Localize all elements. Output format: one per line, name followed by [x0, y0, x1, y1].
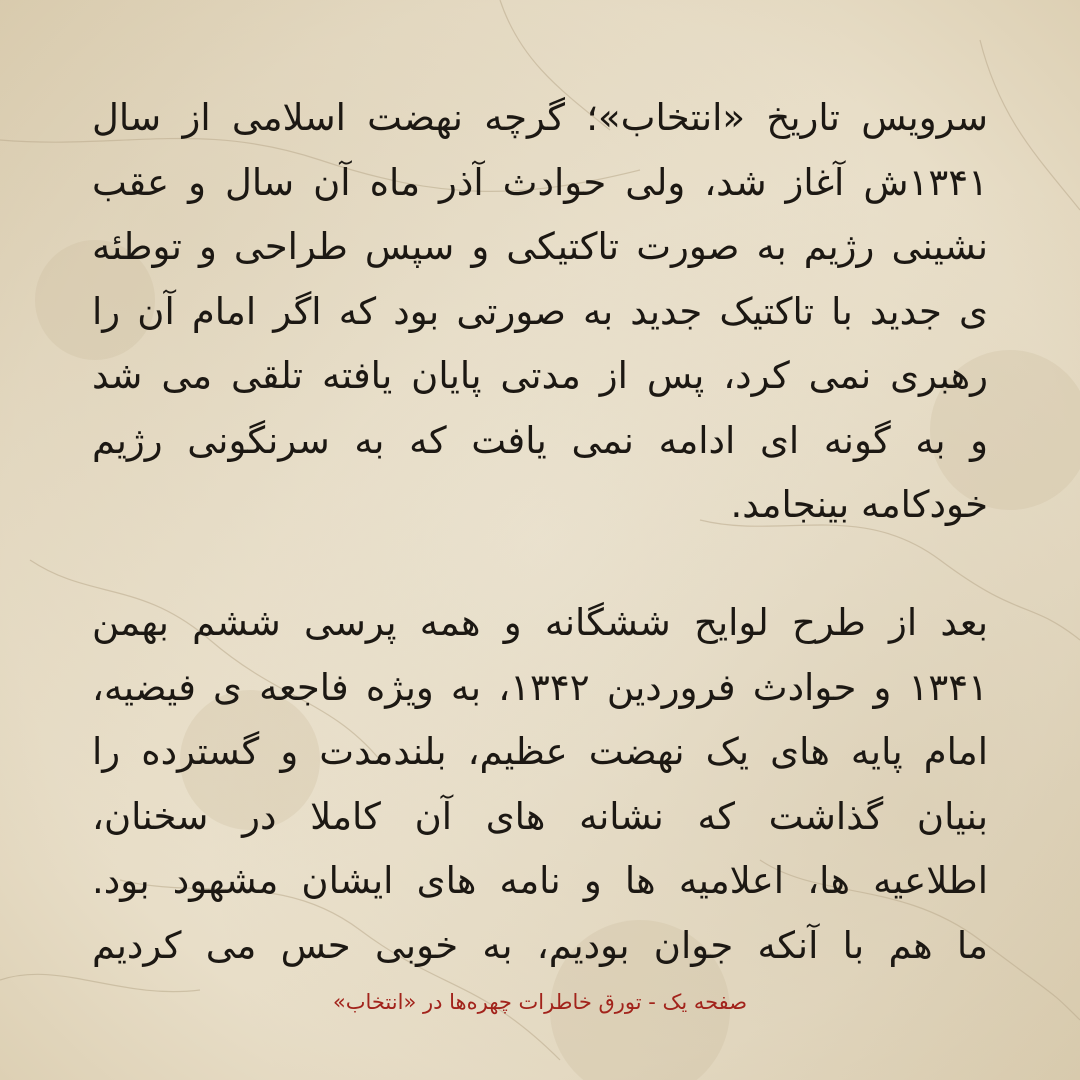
paragraph-1-line: خودکامه بینجامد. [730, 483, 988, 526]
paragraph-1 [92, 86, 988, 538]
paragraph-1-line: و به گونه ای ادامه نمی یافت که به سرنگونی رژیم [92, 418, 988, 462]
paragraph-1-line: ۱۳۴۱ش آغاز شد، ولی حوادث آذر ماه آن سال و عقب [92, 160, 988, 204]
paragraph-1-line: نشینی رژیم به صورت تاکتیکی و سپس طراحی و توطئه [92, 225, 988, 268]
paragraph-2-line: بعد از طرح لوایح ششگانه و همه پرسی ششم بهمن [92, 601, 988, 644]
paragraph-1-line: ی جدید با تاکتیک جدید به صورتی بود که اگر امام آن را [92, 289, 988, 333]
paragraph-1-line: رهبری نمی کرد، پس از مدتی پایان یافته تلقی می شد [92, 354, 988, 397]
page-footer-caption: صفحه یک - تورق خاطرات چهره‌ها در «انتخاب» [332, 990, 748, 1014]
paragraph-2-line: ما هم با آنکه جوان بودیم، به خوبی حس می کردیم [92, 923, 988, 967]
paragraph-2-line: اطلاعیه ها، اعلامیه ها و نامه های ایشان مشهود بود. [92, 859, 988, 902]
paragraph-2-line: بنیان گذاشت که نشانه های آن کاملا در سخنان، [92, 794, 988, 838]
paragraph-2 [92, 591, 988, 978]
paragraph-2-line: امام پایه های یک نهضت عظیم، بلندمدت و گسترده را [92, 730, 988, 773]
paragraph-2-line: ۱۳۴۱ و حوادث فروردین ۱۳۴۲، به ویژه فاجعه ی فیضیه، [92, 665, 988, 709]
paragraph-1-line: سرویس تاریخ «انتخاب»؛ گرچه نهضت اسلامی از سال [92, 96, 988, 139]
